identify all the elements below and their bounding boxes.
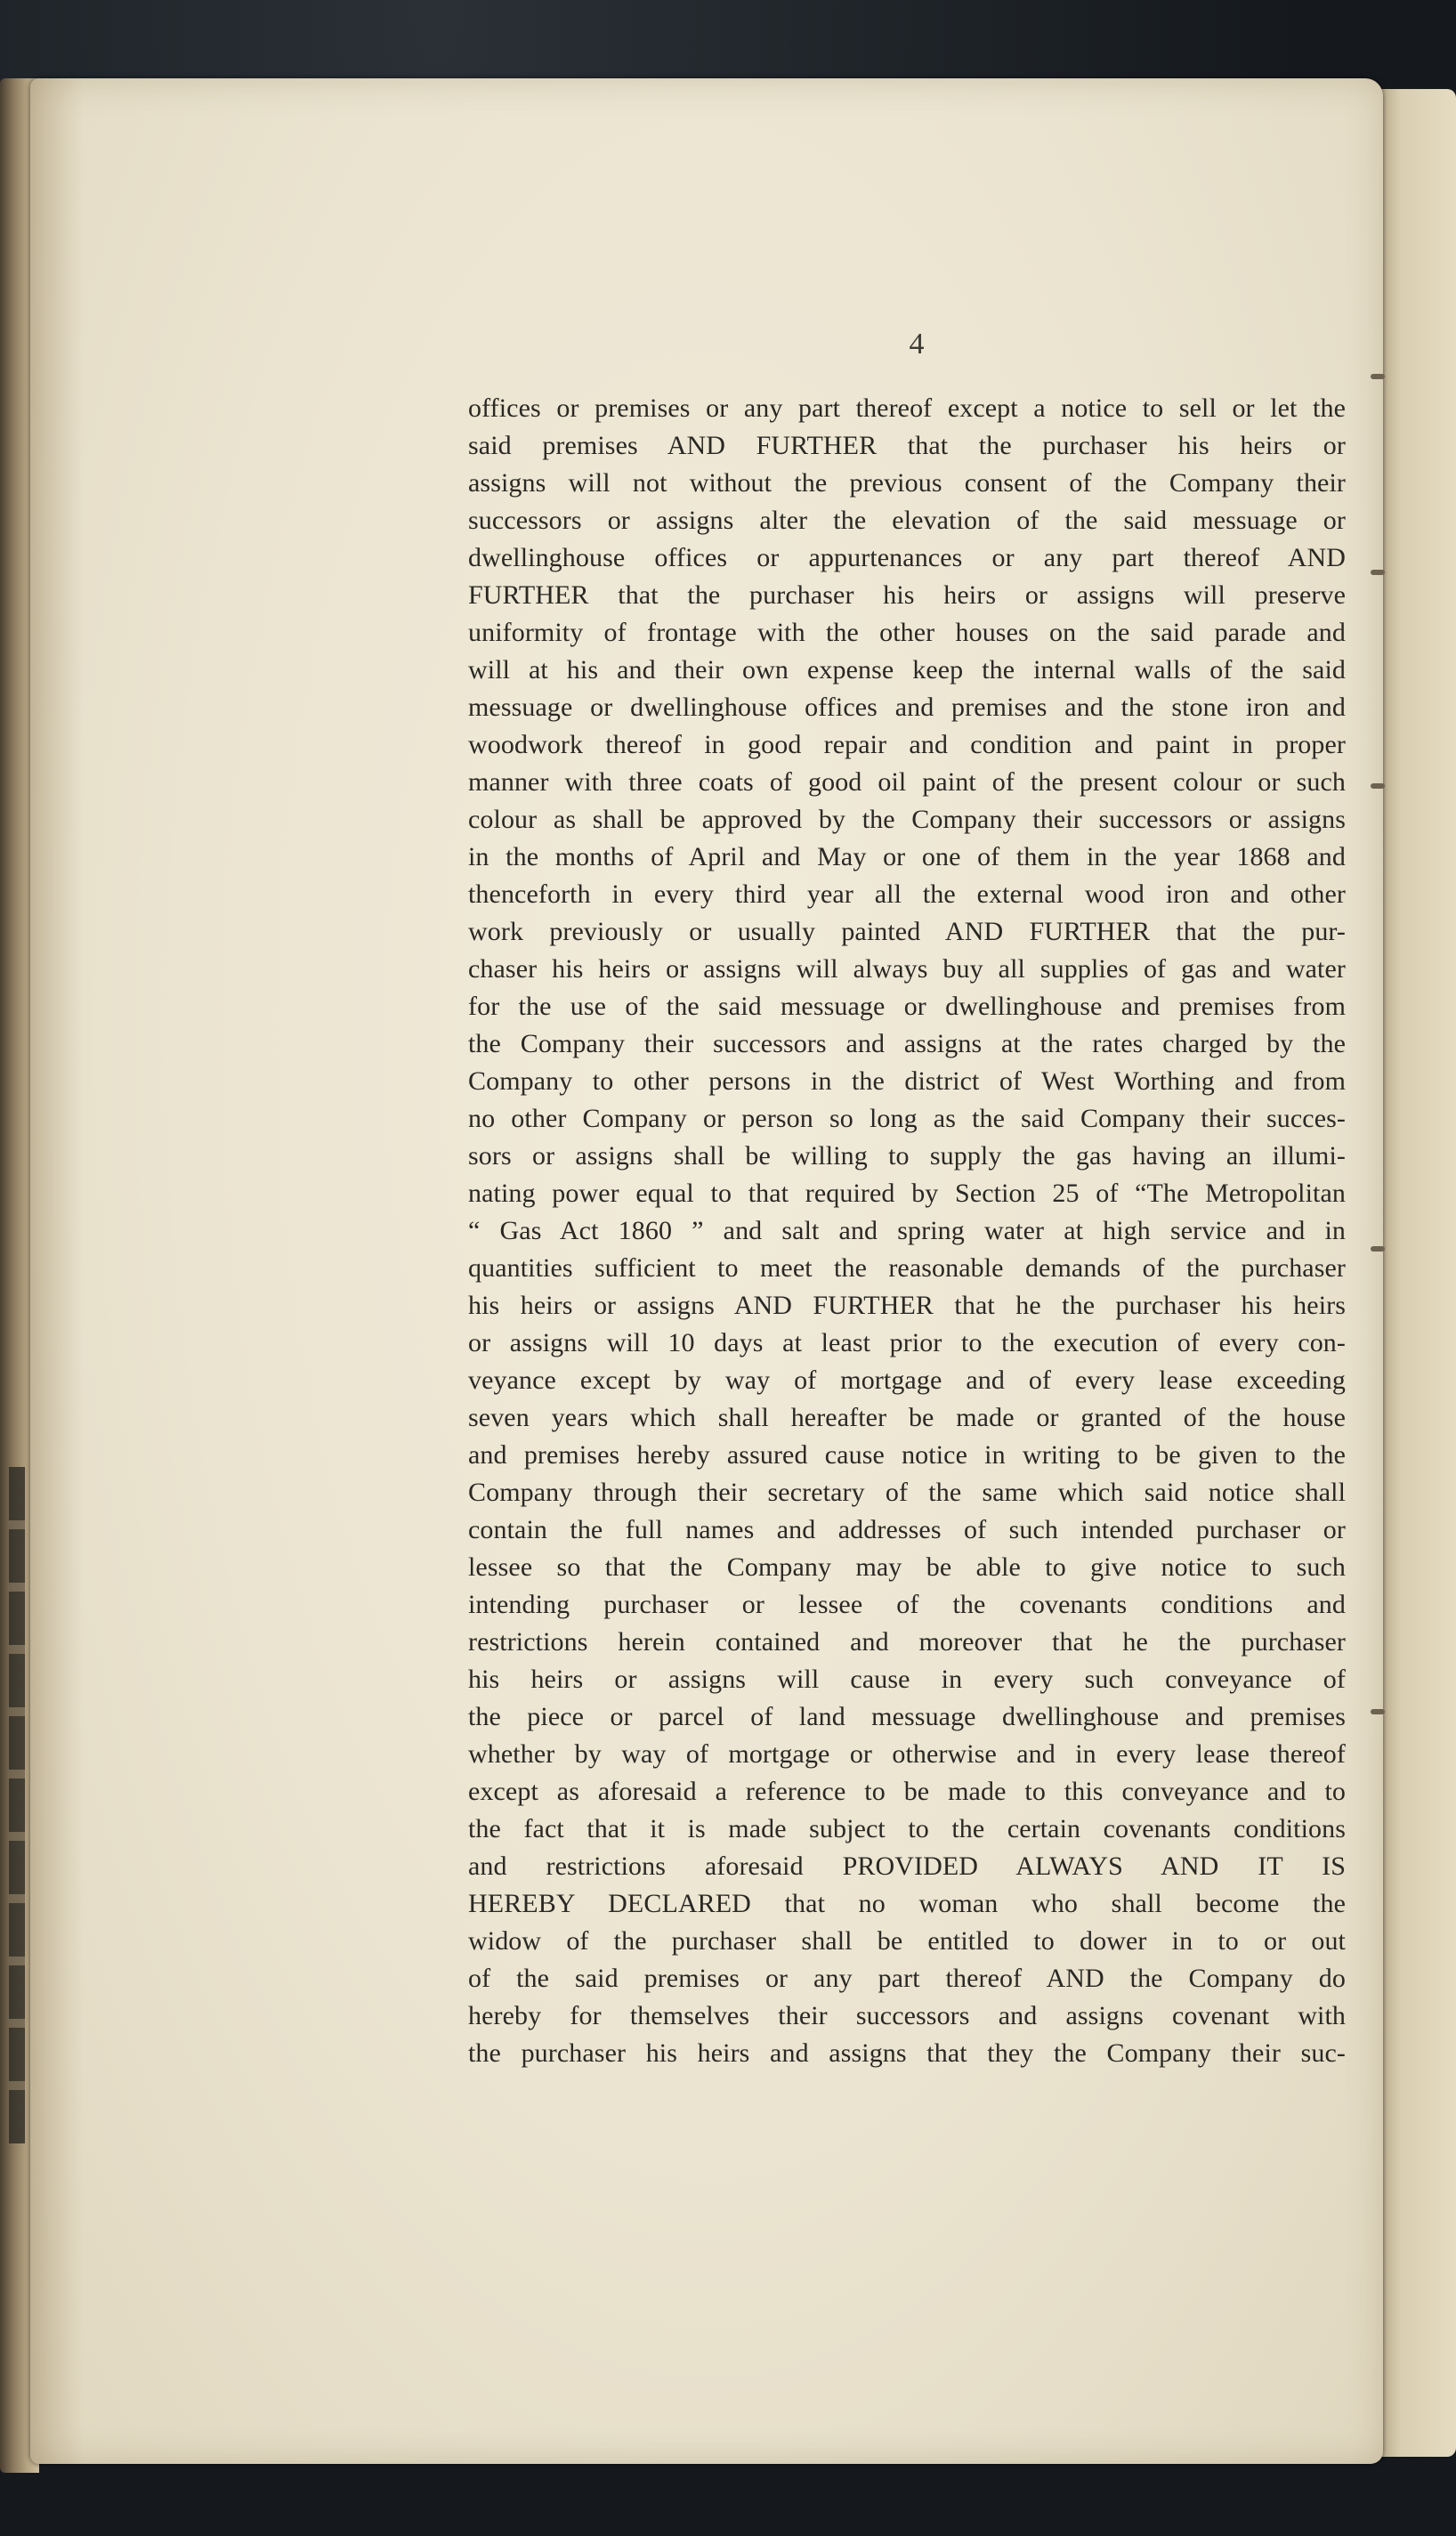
text-line: and premises hereby assured cause notice in writing to be given to the (468, 1440, 1346, 1470)
text-line: dwellinghouse offices or appurtenances or any part thereof AND (468, 543, 1346, 572)
text-line: lessee so that the Company may be able to give notice to such (468, 1552, 1346, 1582)
text-line: his heirs or assigns AND FURTHER that he the purchaser his heirs (468, 1291, 1346, 1320)
text-line: of the said premises or any part thereof AND the Company do (468, 1964, 1346, 1993)
text-line: the piece or parcel of land messuage dwellinghouse and premises (468, 1702, 1346, 1731)
binding-stitch (1371, 1246, 1385, 1252)
text-line: chaser his heirs or assigns will always buy all supplies of gas and water (468, 954, 1346, 984)
text-line: intending purchaser or lessee of the covenants conditions and (468, 1590, 1346, 1619)
text-line: the fact that it is made subject to the certain covenants conditions (468, 1814, 1346, 1843)
text-line: messuage or dwellinghouse offices and premises and the stone iron and (468, 693, 1346, 722)
text-line: seven years which shall hereafter be made or granted of the house (468, 1403, 1346, 1432)
text-line: for the use of the said messuage or dwellinghouse and premises from (468, 992, 1346, 1021)
text-line: work previously or usually painted AND FURTHER that the pur- (468, 917, 1346, 946)
text-line: successors or assigns alter the elevation of the said messuage or (468, 506, 1346, 535)
page-number: 4 (909, 328, 925, 361)
text-line: hereby for themselves their successors and assigns covenant with (468, 2001, 1346, 2030)
text-line: the Company their successors and assigns at the rates charged by the (468, 1029, 1346, 1058)
text-line: whether by way of mortgage or otherwise and in every lease thereof (468, 1739, 1346, 1769)
text-line: veyance except by way of mortgage and of every lease exceeding (468, 1365, 1346, 1395)
text-line: contain the full names and addresses of such intended purchaser or (468, 1515, 1346, 1544)
text-line: Company through their secretary of the same which said notice shall (468, 1478, 1346, 1507)
text-line: “ Gas Act 1860 ” and salt and spring water at high service and in (468, 1216, 1346, 1245)
text-line: except as aforesaid a reference to be made to this conveyance and to (468, 1777, 1346, 1806)
text-line: offices or premises or any part thereof except a notice to sell or let the (468, 393, 1346, 423)
text-line: woodwork thereof in good repair and condition and paint in proper (468, 730, 1346, 759)
text-line: manner with three coats of good oil paint of the present colour or such (468, 767, 1346, 797)
text-line: Company to other persons in the district of West Worthing and from (468, 1066, 1346, 1096)
text-line: uniformity of frontage with the other houses on the said parade and (468, 618, 1346, 647)
text-line: the purchaser his heirs and assigns that they the Company their suc- (468, 2038, 1346, 2068)
text-line: and restrictions aforesaid PROVIDED ALWAYS AND IT IS (468, 1851, 1346, 1881)
text-line: thenceforth in every third year all the external wood iron and other (468, 879, 1346, 909)
text-line: assigns will not without the previous consent of the Company their (468, 468, 1346, 498)
text-line: FURTHER that the purchaser his heirs or assigns will preserve (468, 580, 1346, 610)
text-line: restrictions herein contained and moreover that he the purchaser (468, 1627, 1346, 1657)
text-line: no other Company or person so long as the said Company their succes- (468, 1104, 1346, 1133)
text-line: quantities sufficient to meet the reasonable demands of the purchaser (468, 1253, 1346, 1283)
text-line: nating power equal to that required by Section 25 of “The Metropolitan (468, 1179, 1346, 1208)
text-line: said premises AND FURTHER that the purchaser his heirs or (468, 431, 1346, 460)
binding-stitch (1371, 783, 1385, 789)
text-line: colour as shall be approved by the Company their successors or assigns (468, 805, 1346, 834)
text-line: will at his and their own expense keep the internal walls of the said (468, 655, 1346, 685)
binding-stitch (1371, 570, 1385, 575)
text-line: or assigns will 10 days at least prior to the execution of every con- (468, 1328, 1346, 1357)
text-line: in the months of April and May or one of them in the year 1868 and (468, 842, 1346, 871)
text-line: his heirs or assigns will cause in every such conveyance of (468, 1665, 1346, 1694)
body-text (468, 390, 1346, 2072)
text-line: widow of the purchaser shall be entitled to dower in to or out (468, 1926, 1346, 1956)
text-line: sors or assigns shall be willing to supply the gas having an illumi- (468, 1141, 1346, 1171)
text-line: HEREBY DECLARED that no woman who shall become the (468, 1889, 1346, 1918)
binding-stitch (1371, 1709, 1385, 1714)
binding-stitch (1371, 374, 1385, 379)
